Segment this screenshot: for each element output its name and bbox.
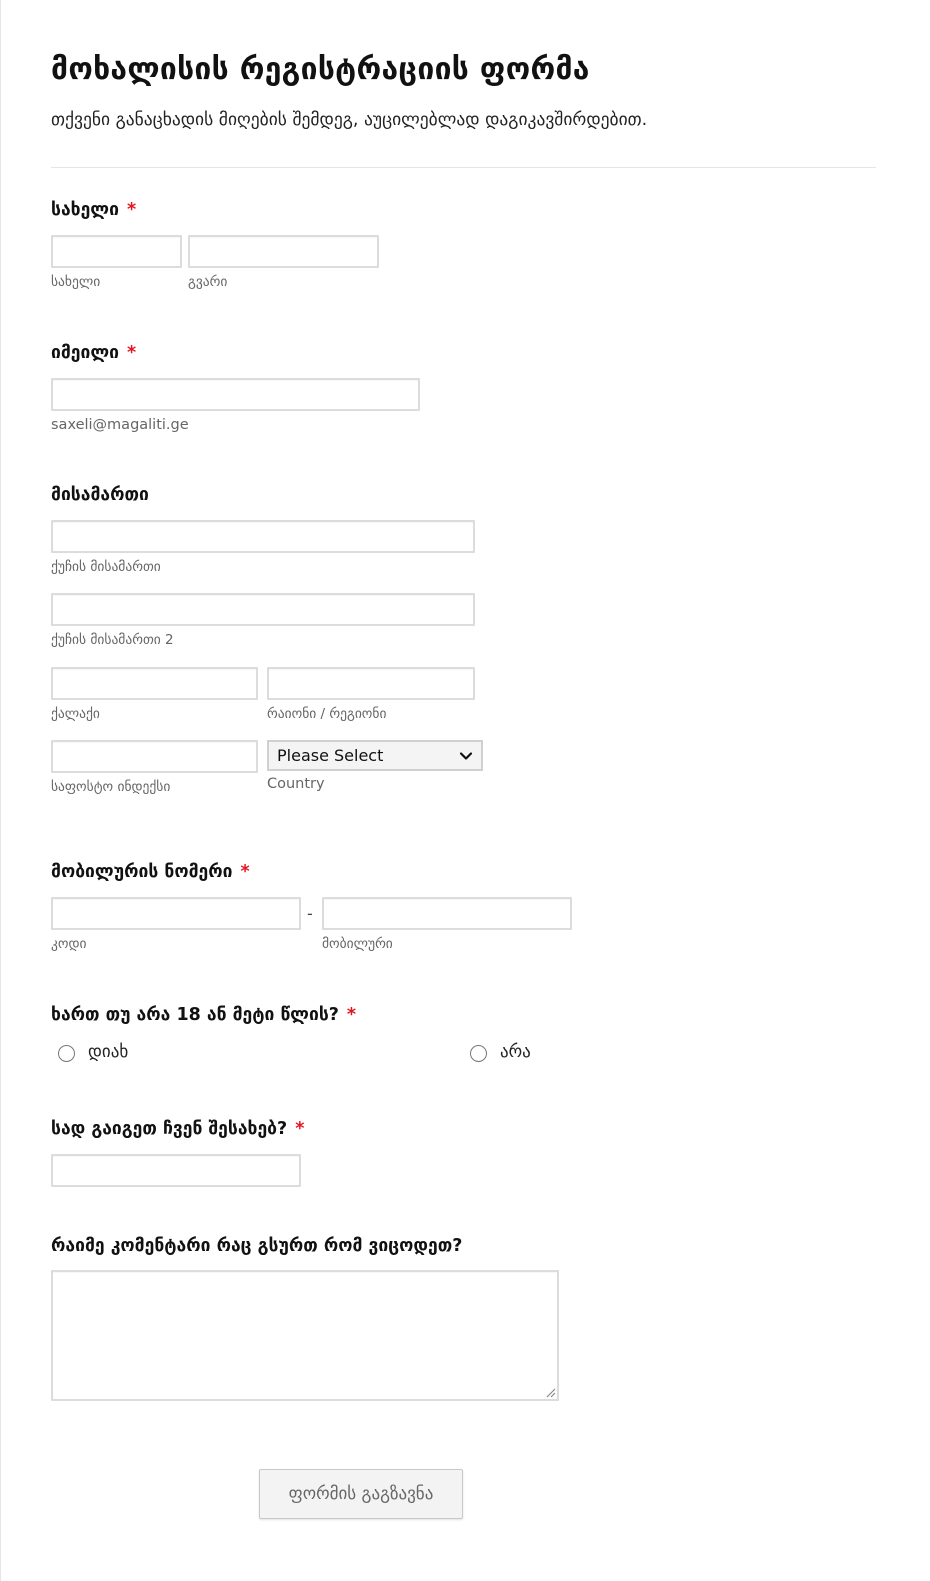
required-mark: * <box>126 200 137 220</box>
name-label <box>51 200 136 220</box>
street-address-input[interactable] <box>51 520 475 553</box>
street-address-2-sublabel: ქუჩის მისამართი 2 <box>51 632 174 648</box>
region-input[interactable] <box>267 667 475 700</box>
city-sublabel: ქალაქი <box>51 706 100 722</box>
source-input[interactable] <box>51 1154 301 1187</box>
source-label <box>51 1119 304 1139</box>
last-name-input[interactable] <box>188 235 379 268</box>
age-label <box>51 1005 356 1025</box>
email-label <box>51 343 136 363</box>
submit-button[interactable]: ფორმის გაგზავნა <box>259 1469 463 1519</box>
city-input[interactable] <box>51 667 258 700</box>
age-label-text: ხართ თუ არა 18 ან მეტი წლის? <box>51 1005 339 1025</box>
age-no-label[interactable]: არა <box>500 1042 531 1062</box>
resize-grip-icon[interactable] <box>546 1388 556 1398</box>
country-select[interactable] <box>267 740 483 771</box>
email-label-text: იმეილი <box>51 343 120 363</box>
phone-area-code-input[interactable] <box>51 897 301 930</box>
chevron-down-icon <box>459 749 473 763</box>
phone-number-input[interactable] <box>322 897 572 930</box>
comments-label: რაიმე კომენტარი რაც გსურთ რომ ვიცოდეთ? <box>51 1236 463 1256</box>
phone-label-text: მობილურის ნომერი <box>51 862 233 882</box>
phone-number-sublabel: მობილური <box>322 936 393 952</box>
country-select-value: Please Select <box>277 746 384 765</box>
email-sublabel: saxeli@magaliti.ge <box>51 417 189 433</box>
age-yes-radio[interactable] <box>58 1045 75 1062</box>
form-title: მოხალისის რეგისტრაციის ფორმა <box>51 52 590 87</box>
phone-label <box>51 862 250 882</box>
postal-code-sublabel: საფოსტო ინდექსი <box>51 779 171 795</box>
postal-code-input[interactable] <box>51 740 258 773</box>
street-address-sublabel: ქუჩის მისამართი <box>51 559 161 575</box>
source-label-text: სად გაიგეთ ჩვენ შესახებ? <box>51 1119 288 1139</box>
first-name-input[interactable] <box>51 235 182 268</box>
name-label-text: სახელი <box>51 200 119 220</box>
comments-textarea[interactable] <box>51 1270 559 1401</box>
email-input[interactable] <box>51 378 420 411</box>
form-subtitle: თქვენი განაცხადის მიღების შემდეგ, აუცილებლად დაგიკავშირდებით. <box>51 110 648 130</box>
age-no-radio[interactable] <box>470 1045 487 1062</box>
header-divider <box>51 167 876 168</box>
phone-area-code-sublabel: კოდი <box>51 936 87 952</box>
required-mark: * <box>127 343 137 363</box>
street-address-2-input[interactable] <box>51 593 475 626</box>
required-mark: * <box>240 862 250 882</box>
region-sublabel: რაიონი / რეგიონი <box>267 706 387 722</box>
last-name-sublabel: გვარი <box>188 274 228 290</box>
first-name-sublabel: სახელი <box>51 274 101 290</box>
country-sublabel: Country <box>267 776 325 792</box>
address-label: მისამართი <box>51 485 149 505</box>
required-mark: * <box>346 1005 357 1025</box>
phone-separator: - <box>307 904 313 923</box>
age-yes-label[interactable]: დიახ <box>88 1042 129 1062</box>
required-mark: * <box>295 1119 305 1139</box>
